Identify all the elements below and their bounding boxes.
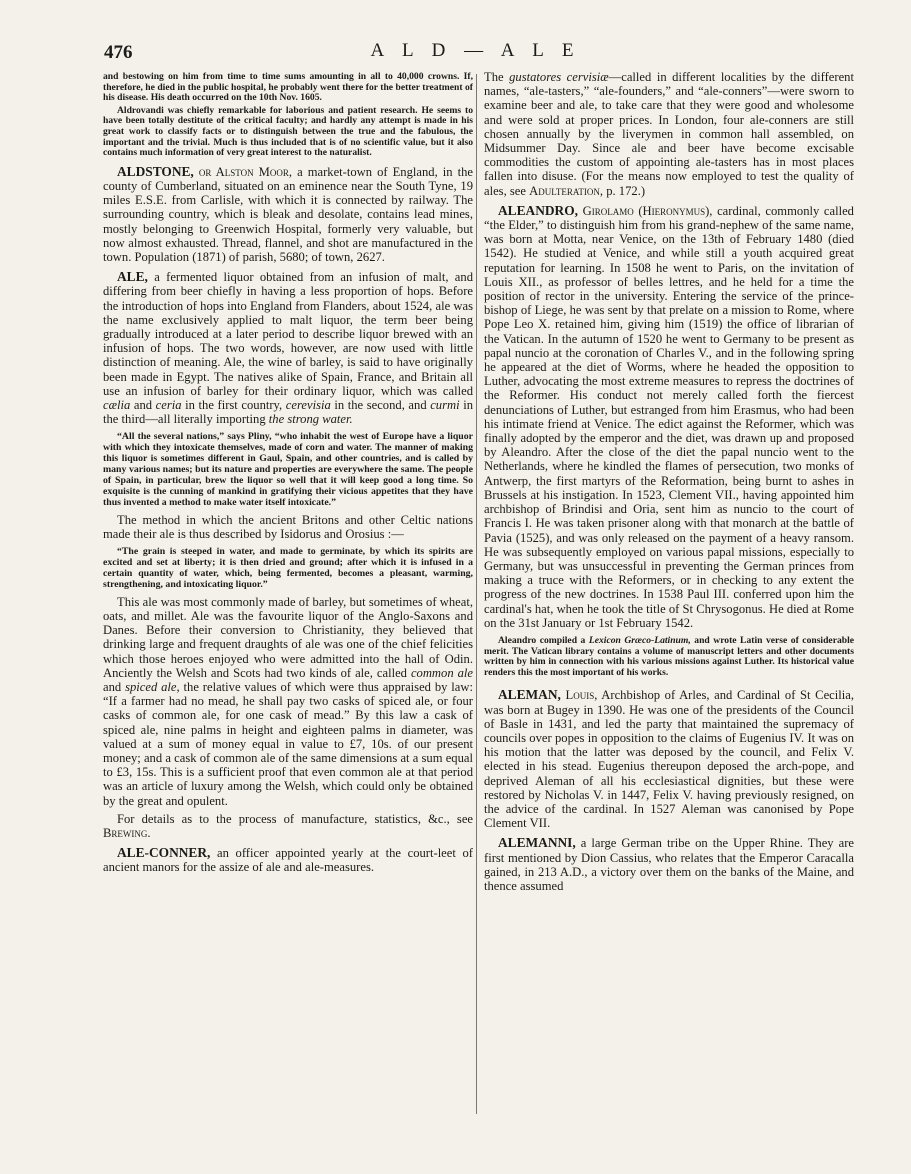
aleandro-name: Girolamo (Hieronymus), [582, 203, 713, 218]
entry-aldstone [103, 165, 473, 264]
entry-ale-conner [103, 846, 473, 874]
celtic-method-paragraph: The method in which the ancient Britons and other Celtic nations made their ale is thus described by Isidorus and Orosius :— [103, 512, 473, 541]
headword-ale-conner: ALE-CONNER, [117, 845, 211, 861]
column-divider [476, 74, 477, 1114]
gustatores-paragraph [484, 70, 854, 198]
pliny-quote: “All the several nations,” says Pliny, “who inhabit the west of Europe have a liquor with which they intoxicate themselves, made of corn and water. The manner of making this liquor is sometimes different in Gaul, Spain, and other countries, and is called by many various names; but its nature and properties are everywhere the same. The people of Spain, in particular, brew the liquor so well that it will keep good a long time. So exquisite is the cunning of mankind in gratifying their vicious appetites that they have thus invented a method to make water itself intoxicate.” [103, 431, 473, 508]
headword-alemanni: ALEMANNI, [498, 835, 576, 851]
barley-ale-paragraph [103, 595, 473, 808]
details-paragraph [103, 812, 473, 840]
headword-aleandro: ALEANDRO, [498, 202, 578, 218]
alemanni-text: a large German tribe on the Upper Rhine. They are first mentioned by Dion Cassius, who relates that the Emperor Caracalla gained, in 213 A.D., a victory over them on the banks of the Maine, and thence assumed [484, 836, 854, 893]
aleandro-note-text: Aleandro compiled a [498, 634, 586, 646]
barley-text: This ale was most commonly made of barley, but sometimes of wheat, oats, and millet. Ale was the favourite liquor of the Anglo-Saxons and Danes. Before their conversion to Christianity, they believed that drinking large and frequent draughts of ale was one of the chief felicities which those heroes enjoyed who were admitted into the hall of Odin. Anciently the Welsh and Scots had two kinds of ale, called [103, 594, 473, 680]
headword-aldstone: ALDSTONE, [117, 163, 194, 179]
aldrovandi-death-paragraph: and bestowing on him from time to time sums amounting in all to 40,000 crowns. If, therefore, he died in the public hospital, he probably went there for the better treatment of his disease. His death occurred on the 10th Nov. 1605. [103, 71, 473, 104]
aleman-text: Archbishop of Arles, and Cardinal of St Cecilia, was born at Bugey in 1390. He was one of the presidents of the Council of Basle in 1431, and led the party that maintained the supremacy of councils over popes in opposition to the claims of Eugenius IV. It was on his motion that the latter was deposed by the council, and Felix V. elected in his stead. Eugenius thereupon deposed the arch-pope, and deprived Aleman of all his ecclesiastical dignities, but these were restored by Nicholas V. in 1447, Felix V. having previously resigned, on the advice of the cardinal. In 1527 Aleman was canonised by Pope Clement VII. [484, 688, 854, 831]
aldstone-alt-name: or Alston Moor, [198, 164, 293, 179]
ale-term: ceria [155, 398, 182, 412]
left-column [103, 70, 473, 875]
gustatores-text: The [484, 70, 504, 84]
running-head: A L D — A L E [370, 40, 581, 61]
ale-text: a fermented liquor obtained from an infusion of malt, and differing from beer chiefly in having a less proportion of hops. Before the introduction of hops into England from Flanders, about 1524, ale was the name exclusively applied to malt liquor, the term beer being gradually introduced at a later period to describe liquor brewed with an infusion of hops. The two words, however, are now used with little distinction of meaning. Ale, the wine of barley, is said to have originally been made in Egypt. The natives alike of Spain, France, and Britain all use an infusion of barley for their ordinary liquor, which was called [103, 270, 473, 398]
entry-aleman [484, 688, 854, 830]
barley-text: and [103, 680, 122, 694]
aleman-name: Louis, [565, 688, 598, 703]
headword-aleman: ALEMAN, [498, 687, 561, 703]
aleandro-lexicon-title: Lexicon Græco-Latinum, [588, 634, 691, 646]
ale-term: the strong water. [268, 412, 353, 427]
details-text: For details as to the process of manufacture, statistics, &c., see [117, 811, 473, 826]
entry-alemanni [484, 836, 854, 893]
ale-term: curmi [430, 398, 460, 412]
ale-text: in the second, and [334, 398, 427, 412]
aleandro-note [484, 636, 854, 678]
aleandro-note-text: and wrote Latin verse of considerable merit. The Vatican library contains a volume of manuscript letters and other documents written by him in connection with his various missions against Luther. Its historical value renders this the most important of his works. [484, 634, 855, 678]
gustatores-text: —called in different localities by the different names, “ale-tasters,” “ale-founders,” and “ale-conners”—were sworn to examine beer and ale, to take care that they were good and wholesome and were sold at proper prices. In London, four ale-conners are still chosen annually by the liverymen in common hall assembled, on Midsummer Day. Since ale and beer have become excisable commodities the custom of appointing ale-tasters has in most places fallen into disuse. (For the means now employed to test the quality of ales, see [484, 70, 854, 198]
ale-text: and [133, 398, 153, 412]
ale-term: cerevisia [285, 398, 331, 412]
ale-text: in the third—all literally importing [103, 398, 473, 427]
cross-reference-adulteration: Adulteration, [529, 183, 604, 198]
gustatores-text: p. 172.) [606, 183, 646, 198]
gustatores-term: gustatores cervisiæ [509, 70, 609, 84]
barley-text: the relative values of which were thus appraised by law: “If a farmer had no mead, he shall pay two casks of spiced ale, or four casks of common ale, for one cask of mead.” By this law a cask of spiced ale, nine palms in height and eighteen palms in diameter, was valued at a sum of money equal in value to £7, 10s. of our present money; and a cask of common ale of the same dimensions at a sum equal to £3, 15s. This is a sufficient proof that even common ale at that period was an article of luxury among the Welsh, which could only be obtained by the great and opulent. [103, 680, 473, 808]
cross-reference-brewing: Brewing. [103, 826, 151, 841]
ale-term: cælia [103, 398, 131, 412]
entry-aleandro [484, 204, 854, 630]
barley-term: spiced ale, [125, 680, 180, 694]
page-number: 476 [104, 42, 133, 63]
aldrovandi-assessment-paragraph: Aldrovandi was chiefly remarkable for laborious and patient research. He seems to have been totally destitute of the critical faculty; and hardly any attempt is made in his great work to classify facts or to distinguish between the true and the fabulous, the important and the trivial. Much is thus included that is of no scientific value, but it also contains much information of very great interest to the naturalist. [103, 104, 473, 159]
isidorus-quote: “The grain is steeped in water, and made to germinate, by which its spirits are excited and set at liberty; it is then dried and ground; after which it is infused in a certain quantity of water, which, being fermented, becomes a pleasant, warming, strengthening, and intoxicating liquor.” [103, 546, 473, 590]
right-column [484, 70, 854, 893]
barley-term: common ale [410, 665, 473, 680]
aleandro-text: cardinal, commonly called “the Elder,” to distinguish him from his grand-nephew of the same name, was born at Motta, near Venice, on the 13th of February 1480 (died 1542). He studied at Venice, and while still a youth acquired great reputation for learning. In 1508 he went to Paris, on the invitation of Louis XII., as professor of belles lettres, and he held for a time the position of rector in the university. Entering the service of the prince-bishop of Liege, he was sent by that prelate on a mission to Rome, where Pope Leo X. retained him, giving him (1519) the office of librarian of the Vatican. In the autumn of 1520 he went to Germany to be present as papal nuncio at the coronation of Charles V., and in the following spring he appeared at the diet of Worms, where he headed the opposition to Luther, advocating the most extreme measures to repress the doctrines of the Reformer. His conduct not merely called forth the fiercest denunciations of Luther, but estranged from him Erasmus, who had been his intimate friend at Venice. The edict against the Reformer, which was finally adopted by the emperor and the diet, was drawn up and proposed by Aleandro. After the close of the diet the papal nuncio went to the Netherlands, where he kindled the flames of persecution, two monks of Antwerp, the first martyrs of the Reformation, being burnt to ashes in Brussels at his instigation. In 1523, Clement VII., having appointed him archbishop of Brindisi and Oria, sent him as nuncio to the court of Francis I. He was taken prisoner along with that monarch at the battle of Pavia (1525), and was only released on the payment of a heavy ransom. He was subsequently employed on various papal missions, especially to Germany, but was unsuccessful in preventing the German princes from making a truce with the Reformers, or in checking to any extent the progress of the new doctrines. In 1538 Paul III. conferred upon him the cardinal's hat, when he took the title of St Chrysogonus. He died at Rome on the 31st January or 1st February 1542. [484, 203, 854, 630]
headword-ale: ALE, [117, 269, 148, 285]
entry-ale [103, 270, 473, 426]
ale-text: in the first country, [185, 398, 283, 412]
page-header [0, 38, 911, 68]
ale-conner-text: an officer appointed yearly at the court-leet of ancient manors for the assize of ale and ale-measures. [103, 846, 473, 875]
aldstone-text: a market-town of England, in the county of Cumberland, situated on an eminence near the South Tyne, 19 miles E.S.E. from Carlisle, with which it is connected by railway. The surrounding country, which is bleak and desolate, contains lead mines, mostly belonging to Greenwich Hospital, formerly very valuable, but now almost exhausted. Thread, flannel, and shot are manufactured in the town. Population (1871) of parish, 5680; of town, 2627. [103, 164, 474, 264]
